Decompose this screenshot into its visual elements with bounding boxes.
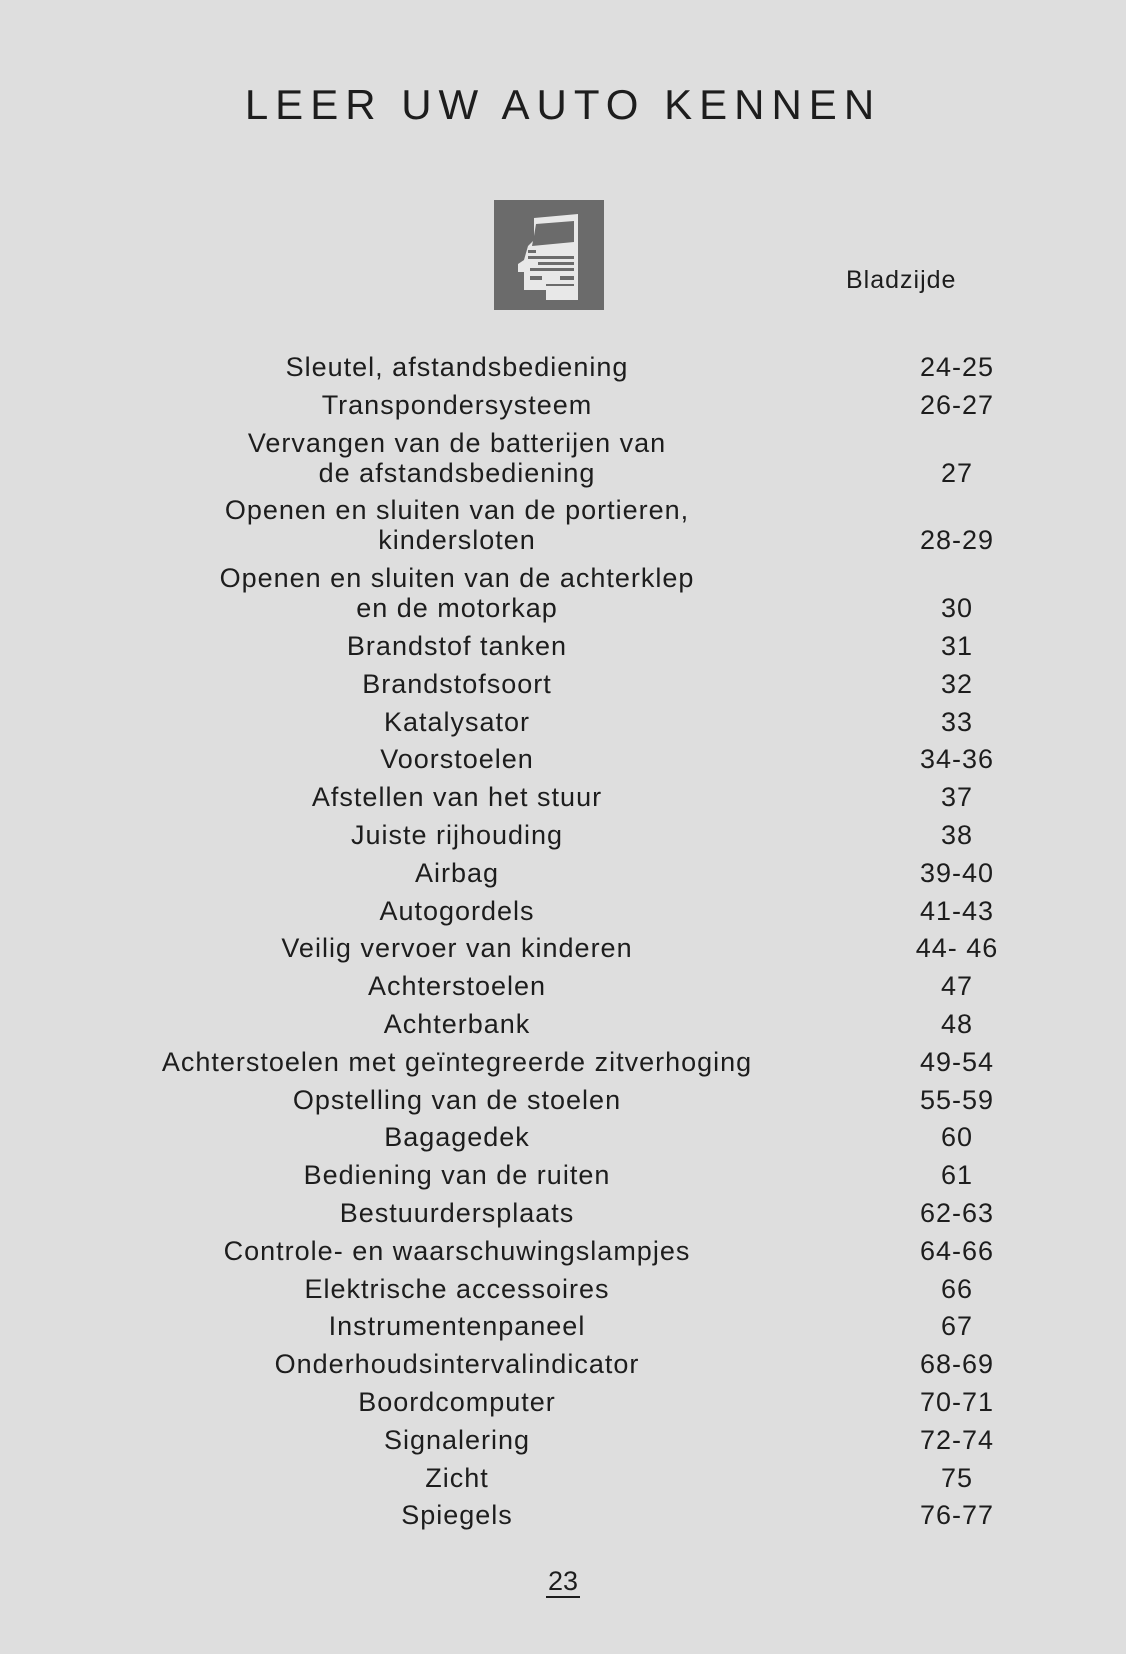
toc-entry bbox=[96, 1122, 1036, 1152]
column-header-pages: Bladzijde bbox=[846, 266, 957, 294]
toc-entry-pages: 39-40 bbox=[919, 857, 995, 888]
toc-entry bbox=[96, 1425, 1036, 1455]
toc-entry-pages: 30 bbox=[940, 593, 974, 624]
toc-entry-title: Brandstofsoort bbox=[362, 668, 552, 699]
toc-entry-pages: 33 bbox=[940, 706, 974, 737]
toc-entry-pages: 72-74 bbox=[919, 1424, 995, 1455]
toc-entry bbox=[96, 631, 1036, 661]
toc-entry-pages: 49-54 bbox=[919, 1046, 995, 1077]
toc-entry bbox=[96, 390, 1036, 420]
toc-entry bbox=[96, 1009, 1036, 1039]
toc-entry bbox=[96, 669, 1036, 699]
toc-entry bbox=[96, 428, 1036, 488]
toc-entry-title: Autogordels bbox=[379, 895, 535, 926]
toc-entry bbox=[96, 707, 1036, 737]
toc-entry bbox=[96, 782, 1036, 812]
toc-entry bbox=[96, 1500, 1036, 1530]
toc-entry-title: Transpondersysteem bbox=[321, 389, 593, 420]
toc-entry-title: Vervangen van de batterijen van de afstandsbediening bbox=[247, 427, 667, 488]
toc-entry bbox=[96, 971, 1036, 1001]
toc-entry bbox=[96, 1085, 1036, 1115]
toc-entry-pages: 41-43 bbox=[919, 895, 995, 926]
toc-entry-pages: 55-59 bbox=[919, 1084, 995, 1115]
toc-entry-pages: 24-25 bbox=[919, 352, 995, 382]
toc-entry bbox=[96, 1349, 1036, 1379]
page-number bbox=[0, 1565, 1126, 1597]
toc-entry bbox=[96, 896, 1036, 926]
toc-entry-pages: 76-77 bbox=[919, 1500, 995, 1531]
toc-entry-title: Brandstof tanken bbox=[346, 630, 568, 661]
toc-entry-title: Spiegels bbox=[401, 1500, 513, 1531]
toc-entry-pages: 27 bbox=[940, 457, 974, 488]
toc-entry bbox=[96, 352, 1036, 382]
toc-entry-pages: 68-69 bbox=[919, 1349, 995, 1380]
toc-entry-pages: 34-36 bbox=[919, 744, 995, 775]
toc-entry-pages: 70-71 bbox=[919, 1386, 995, 1417]
toc-entry-title: Voorstoelen bbox=[380, 744, 534, 775]
toc-entry-pages: 61 bbox=[940, 1160, 974, 1191]
toc-entry-title: Onderhoudsintervalindicator bbox=[274, 1349, 640, 1380]
toc-entry-title: Bestuurdersplaats bbox=[339, 1197, 575, 1228]
toc-entry-pages: 60 bbox=[940, 1122, 974, 1153]
toc-entry-title: Elektrische accessoires bbox=[304, 1273, 610, 1304]
table-of-contents bbox=[96, 352, 1036, 1538]
toc-entry bbox=[96, 1198, 1036, 1228]
toc-entry-pages: 67 bbox=[940, 1311, 974, 1342]
toc-entry-title: Openen en sluiten van de portieren, kindersloten bbox=[224, 495, 690, 556]
toc-entry-title: Signalering bbox=[383, 1424, 531, 1455]
toc-entry-title: Sleutel, afstandsbediening bbox=[285, 352, 629, 382]
toc-entry bbox=[96, 858, 1036, 888]
toc-entry-title: Afstellen van het stuur bbox=[311, 782, 603, 813]
toc-entry-title: Veilig vervoer van kinderen bbox=[281, 933, 633, 964]
toc-entry-pages: 38 bbox=[940, 819, 974, 850]
page-title: LEER UW AUTO KENNEN bbox=[244, 81, 882, 128]
toc-entry-title: Zicht bbox=[425, 1462, 489, 1493]
toc-entry-pages: 28-29 bbox=[919, 525, 995, 556]
toc-entry-pages: 44- 46 bbox=[915, 933, 999, 964]
toc-entry bbox=[96, 744, 1036, 774]
toc-entry bbox=[96, 933, 1036, 963]
toc-entry-pages: 75 bbox=[940, 1462, 974, 1493]
toc-entry-title: Airbag bbox=[414, 857, 500, 888]
toc-entry bbox=[96, 1463, 1036, 1493]
toc-entry bbox=[96, 1311, 1036, 1341]
toc-entry bbox=[96, 820, 1036, 850]
toc-entry-title: Controle- en waarschuwingslampjes bbox=[223, 1235, 691, 1266]
toc-entry bbox=[96, 495, 1036, 555]
toc-entry-pages: 66 bbox=[940, 1273, 974, 1304]
toc-entry-title: Katalysator bbox=[383, 706, 531, 737]
toc-entry-pages: 26-27 bbox=[919, 389, 995, 420]
toc-entry-title: Achterbank bbox=[383, 1008, 531, 1039]
toc-entry-title: Juiste rijhouding bbox=[350, 819, 564, 850]
car-front-icon bbox=[494, 200, 604, 310]
toc-entry-title: Achterstoelen met geïntegreerde zitverhoging bbox=[161, 1046, 753, 1077]
toc-entry-pages: 47 bbox=[940, 971, 974, 1002]
toc-entry-pages: 31 bbox=[940, 630, 974, 661]
toc-entry-title: Boordcomputer bbox=[358, 1386, 556, 1417]
toc-entry-pages: 32 bbox=[940, 668, 974, 699]
toc-entry bbox=[96, 1160, 1036, 1190]
toc-entry-title: Instrumentenpaneel bbox=[328, 1311, 586, 1342]
page-number-value: 23 bbox=[547, 1566, 579, 1596]
toc-entry bbox=[96, 563, 1036, 623]
toc-entry bbox=[96, 1274, 1036, 1304]
toc-entry bbox=[96, 1236, 1036, 1266]
toc-entry-title: Opstelling van de stoelen bbox=[292, 1084, 622, 1115]
toc-entry-pages: 37 bbox=[940, 782, 974, 813]
toc-entry-title: Bagagedek bbox=[384, 1122, 530, 1153]
toc-entry-pages: 64-66 bbox=[919, 1235, 995, 1266]
toc-entry bbox=[96, 1387, 1036, 1417]
toc-entry-pages: 48 bbox=[940, 1008, 974, 1039]
toc-entry-title: Bediening van de ruiten bbox=[303, 1160, 611, 1191]
toc-entry-title: Achterstoelen bbox=[367, 971, 547, 1002]
toc-entry-title: Openen en sluiten van de achterklep en de motorkap bbox=[219, 563, 695, 624]
toc-entry bbox=[96, 1047, 1036, 1077]
toc-entry-pages: 62-63 bbox=[919, 1197, 995, 1228]
